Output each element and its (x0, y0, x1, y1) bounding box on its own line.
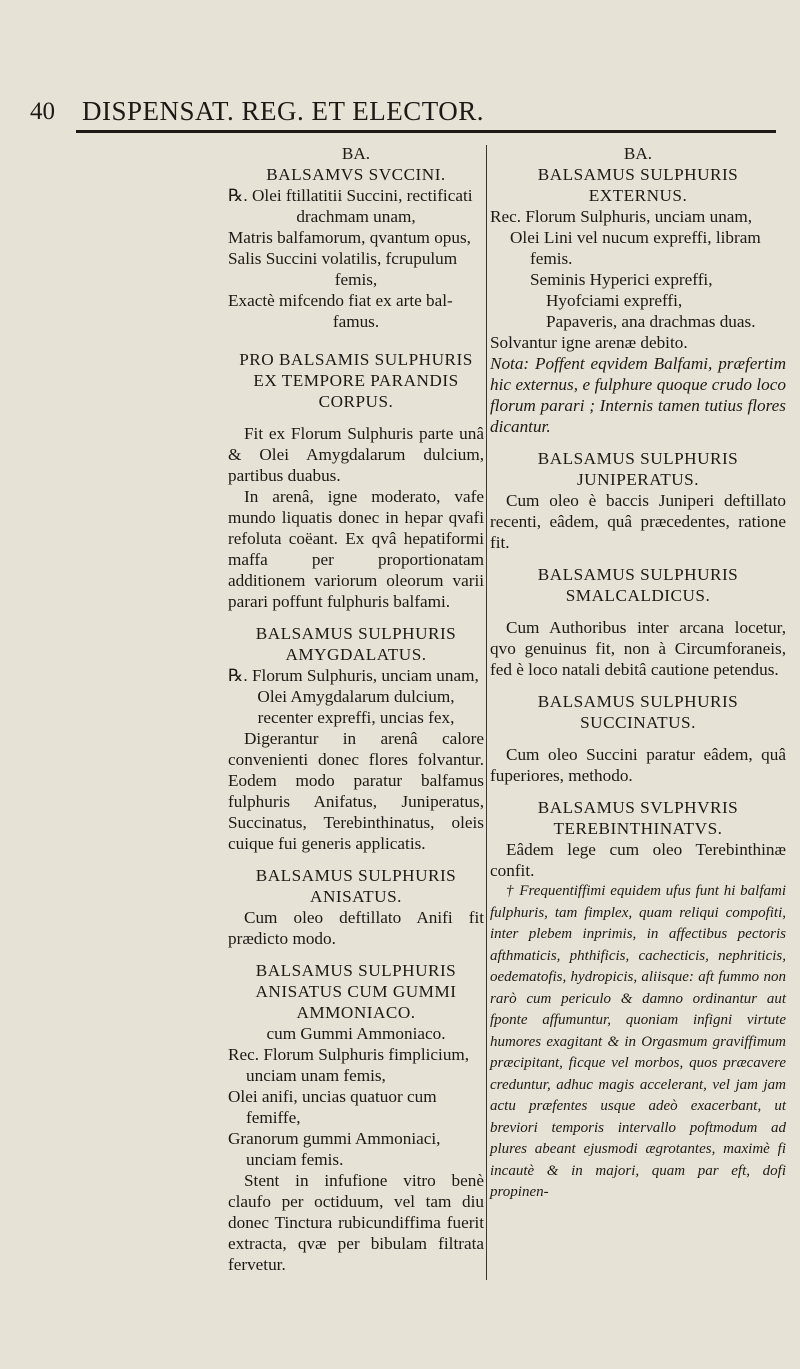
section-subtitle: cum Gummi Ammoniaco. (266, 1024, 446, 1043)
left-column-head: BA. (341, 144, 371, 163)
section-title: BALSAMUS SULPHURIS ANISATUS CUM GUMMI AMMONIACO. (255, 961, 457, 1022)
recipe-line: Salis Succini volatilis, fcrupulum (228, 249, 458, 268)
recipe-line: Granorum gummi Ammoniaci, unciam femis. (228, 1129, 441, 1169)
recipe-line: ℞. Olei ftillatitii Succini, rectificati (228, 186, 473, 205)
section-title: BALSAMUS SULPHURIS SUCCINATUS. (537, 692, 739, 732)
paragraph: Eâdem lege cum oleo Terebinthinæ confit. (490, 840, 786, 880)
recipe-line: Olei Lini vel nucum expreffi, libram femis. (510, 228, 761, 268)
section-title: BALSAMUS SULPHURIS AMYGDALATUS. (255, 624, 457, 664)
right-column-head: BA. (623, 144, 653, 163)
paragraph: Stent in infufione vitro benè claufo per octiduum, vel tam diu donec Tinctura rubicundiffima fuerit extracta, qvæ per bibulam filtrata fervetur. (228, 1171, 484, 1274)
recipe-line: ℞. Florum Sulphuris, unciam unam, (228, 666, 479, 685)
right-column (490, 143, 786, 1204)
paragraph: Cum oleo è baccis Juniperi deftillato recenti, eâdem, quâ præcedentes, ratione fit. (490, 491, 786, 552)
section-title: BALSAMUS SULPHURIS JUNIPERATUS. (537, 449, 739, 489)
page-number: 40 (30, 98, 55, 125)
paragraph: Cum Authoribus inter arcana locetur, qvo genuinus fit, non à Circumforaneis, fed è loco natali debitâ cautione petendus. (490, 618, 786, 679)
running-title: DISPENSAT. REG. ET ELECTOR. (82, 96, 485, 126)
section-title: BALSAMUS SULPHURIS EXTERNUS. (537, 165, 739, 205)
recipe-line: Olei anifi, uncias quatuor cum femiffe, (228, 1087, 437, 1127)
paragraph: Digerantur in arenâ calore convenienti donec flores folvantur. Eodem modo paratur balfamus fulphuris Anifatus, Juniperatus, Succinatus, Terebinthinatus, oleis cuique fui generis applicatis. (228, 729, 484, 853)
column-divider (486, 145, 487, 1280)
header-rule (76, 130, 776, 133)
recipe-line: Rec. Florum Sulphuris fimplicium, unciam unam femis, (228, 1045, 470, 1085)
recipe-line: Hyofciami expreffi, (546, 291, 683, 310)
recipe-line: Papaveris, ana drachmas duas. (546, 312, 756, 331)
recipe-line: Solvantur igne arenæ debito. (490, 333, 688, 352)
recipe-line: femis, (334, 270, 378, 289)
page-header (0, 96, 800, 136)
recipe-line: Matris balfamorum, qvantum opus, (228, 228, 471, 247)
section-title: BALSAMUS SULPHURIS ANISATUS. (255, 866, 457, 906)
paragraph: Cum oleo Succini paratur eâdem, quâ fuperiores, methodo. (490, 745, 786, 785)
recipe-line: Rec. Florum Sulphuris, unciam unam, (490, 207, 753, 226)
left-column (228, 143, 484, 1275)
section-title: PRO BALSAMIS SULPHURIS EX TEMPORE PARANDIS CORPUS. (239, 350, 473, 411)
paragraph: In arenâ, igne moderato, vafe mundo liquatis donec in hepar qvafi refoluta coëant. Ex qvâ hepatiformi maffa per proportionatam additionem variorum oleorum varii parari poffunt fulphuris balfami. (228, 487, 484, 611)
recipe-line: Seminis Hyperici expreffi, (530, 270, 713, 289)
recipe-line: drachmam unam, (296, 207, 416, 226)
footnote: † Frequentiffimi equidem ufus funt hi balfami fulphuris, tam fimplex, quam reliqui compofiti, inter plebem inprimis, in affectibus pectoris afthmaticis, phthificis, cachecticis, nephriticis, oedematofis, hydropicis, aliisque: aft fummo non rarò cum periculo & damno ordinantur aut fponte affumuntur, quoniam infigni virtute humores exagitant & in Orgasmum graviffimum præcipitant, ficque vel morbos, quos præcavere creduntur, adhuc magis accelerant, vel jam jam actu præfentes usque adeò exacerbant, ut breviori temporis intervallo poftmodum ad plures abeant ejusmodi ægrotantes, maximè fi incautè & in majori, quam par eft, dofi propinen- (490, 883, 786, 1200)
paragraph: Fit ex Florum Sulphuris parte unâ & Olei Amygdalarum dulcium, partibus duabus. (228, 424, 484, 485)
section-title: BALSAMUS SULPHURIS SMALCALDICUS. (537, 565, 739, 605)
nota-paragraph: Nota: Poffent eqvidem Balfami, præfertim hic externus, e fulphure quoque crudo loco florum parari ; Internis tamen tutius flores dicantur. (490, 354, 786, 436)
recipe-line: Exactè mifcendo fiat ex arte bal- (228, 291, 453, 310)
section-title: BALSAMUS SVLPHVRIS TEREBINTHINATVS. (537, 798, 739, 838)
recipe-line: famus. (332, 312, 380, 331)
paragraph: Cum oleo deftillato Anifi fit prædicto modo. (228, 908, 484, 948)
recipe-line: Olei Amygdalarum dulcium, recenter expreffi, uncias fex, (257, 687, 455, 727)
section-title: BALSAMVS SVCCINI. (266, 165, 446, 184)
